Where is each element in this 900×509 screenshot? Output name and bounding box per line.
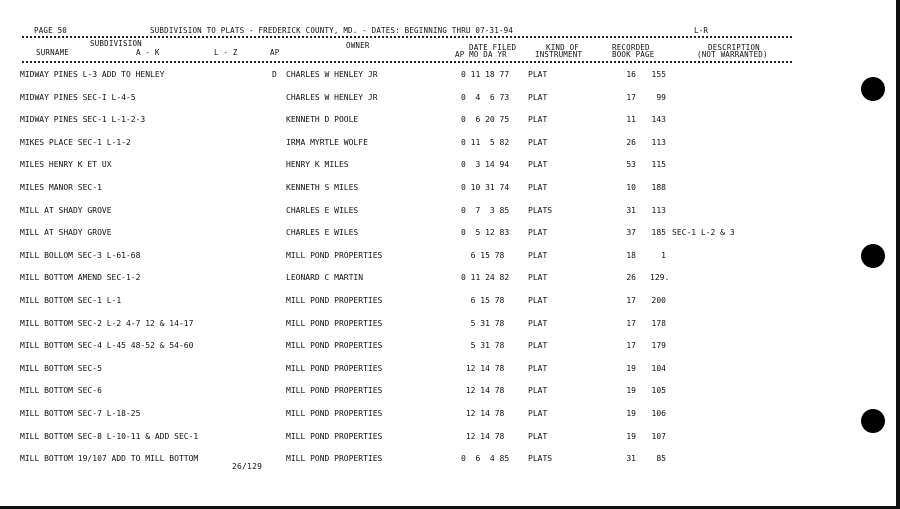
row-date-filed: 6 15 78 bbox=[461, 296, 505, 305]
row-page: 1 bbox=[661, 250, 666, 260]
row-subdivision-name: MIKES PLACE SEC-1 L-1-2 bbox=[20, 137, 131, 147]
table-row bbox=[0, 160, 900, 170]
table-row bbox=[0, 409, 900, 419]
page-title: SUBDIVISION TO PLATS - FREDERICK COUNTY, MD. - DATES: BEGINNING THRU 07-31-94 bbox=[150, 26, 514, 35]
row-owner: MILL POND PROPERTIES bbox=[286, 296, 383, 305]
row-date-filed: 0 10 31 74 bbox=[461, 183, 510, 192]
table-row bbox=[0, 341, 900, 351]
row-subdivision-name: MILL BOTTOM SEC-6 bbox=[20, 386, 102, 396]
col-surname: SURNAME bbox=[36, 48, 70, 57]
table-row bbox=[0, 251, 900, 261]
row-page: 115 bbox=[651, 160, 666, 170]
row-owner: MILL POND PROPERTIES bbox=[286, 341, 383, 351]
row-subdivision-name: MILL BOTTOM SEC-2 L-2 4-7 12 & 14-17 bbox=[20, 318, 194, 328]
table-row bbox=[0, 138, 900, 148]
row-description: SEC-1 L-2 & 3 bbox=[672, 228, 735, 238]
row-owner: CHARLES W HENLEY JR bbox=[286, 92, 378, 102]
table-row bbox=[0, 70, 900, 80]
table-row bbox=[0, 364, 900, 374]
row-instrument: PLATS bbox=[528, 205, 553, 215]
row-instrument: PLAT bbox=[528, 137, 548, 147]
row-date-filed: 0 11 18 77 bbox=[461, 70, 510, 79]
row-date-filed: 0 11 24 82 bbox=[461, 273, 510, 283]
col-description: DESCRIPTION bbox=[708, 43, 760, 52]
table-row bbox=[0, 273, 900, 283]
row-page: 99 bbox=[656, 92, 666, 102]
row-page: 104 bbox=[651, 363, 666, 373]
col-instrument: INSTRUMENT bbox=[535, 50, 583, 59]
row-owner: MILL POND PROPERTIES bbox=[286, 363, 383, 373]
row-book: 19 bbox=[626, 386, 636, 396]
row-subdivision-name: MIDWAY PINES L-3 ADD TO HENLEY bbox=[20, 70, 165, 79]
row-page: 129. bbox=[650, 273, 670, 283]
table-row bbox=[0, 115, 900, 125]
row-page: 113 bbox=[651, 205, 666, 215]
row-owner: MILL POND PROPERTIES bbox=[286, 454, 383, 464]
col-l-z: L - Z bbox=[214, 48, 238, 57]
col-not-warranted: (NOT WARRANTED) bbox=[697, 50, 768, 59]
table-row bbox=[0, 386, 900, 396]
row-subdivision-name: MILL AT SHADY GROVE bbox=[20, 205, 112, 215]
row-subdivision-name: MILL BOTTOM SEC-4 L-45 48-52 & 54-60 bbox=[20, 341, 194, 351]
col-book-page: BOOK PAGE bbox=[612, 50, 655, 59]
row-page: 143 bbox=[651, 115, 666, 125]
row-book: 17 bbox=[626, 92, 636, 102]
row-owner: KENNETH D POOLE bbox=[286, 115, 359, 125]
row-instrument: PLAT bbox=[528, 341, 548, 351]
table-row bbox=[0, 319, 900, 329]
row-instrument: PLAT bbox=[528, 431, 548, 441]
row-date-filed: 0 6 4 85 bbox=[461, 454, 510, 464]
table-row bbox=[0, 296, 900, 306]
row-instrument: PLAT bbox=[528, 160, 548, 170]
row-book: 19 bbox=[626, 409, 636, 418]
table-row bbox=[0, 183, 900, 193]
row-owner: CHARLES E WILES bbox=[286, 228, 359, 238]
row-subdivision-name: MILL AT SHADY GROVE bbox=[20, 228, 112, 238]
row-owner: LEONARD C MARTIN bbox=[286, 273, 364, 283]
col-ap-mo-da-yr: AP MO DA YR bbox=[455, 50, 507, 59]
col-subdivision: SUBDIVISION bbox=[90, 39, 142, 48]
row-book: 26 bbox=[626, 137, 636, 147]
row-instrument: PLAT bbox=[528, 70, 548, 79]
row-owner: MILL POND PROPERTIES bbox=[286, 250, 383, 260]
table-row bbox=[0, 206, 900, 216]
row-page: 113 bbox=[651, 137, 666, 147]
row-subdivision-name: MILL BOTTOM SEC-1 L-1 bbox=[20, 296, 122, 305]
row-page: 85 bbox=[656, 454, 666, 464]
row-owner: IRMA MYRTLE WOLFE bbox=[286, 137, 368, 147]
row-owner: MILL POND PROPERTIES bbox=[286, 386, 383, 396]
header-divider-bottom bbox=[22, 61, 792, 63]
table-row bbox=[0, 93, 900, 103]
row-date-filed: 5 31 78 bbox=[461, 341, 505, 351]
row-instrument: PLAT bbox=[528, 250, 548, 260]
row-page: 188 bbox=[651, 183, 666, 192]
row-book: 37 bbox=[626, 228, 636, 238]
row-date-filed: 0 11 5 82 bbox=[461, 137, 510, 147]
row-date-filed: 6 15 78 bbox=[461, 250, 505, 260]
row-instrument: PLAT bbox=[528, 273, 548, 283]
row-subdivision-name: MILES MANOR SEC-1 bbox=[20, 183, 102, 192]
table-row bbox=[0, 432, 900, 442]
row-book: 18 bbox=[626, 250, 636, 260]
row-book: 17 bbox=[626, 318, 636, 328]
row-instrument: PLAT bbox=[528, 296, 548, 305]
row-owner: MILL POND PROPERTIES bbox=[286, 409, 383, 418]
page-annotation: 26/129 bbox=[232, 462, 263, 471]
row-book: 26 bbox=[626, 273, 636, 283]
row-owner: KENNETH S MILES bbox=[286, 183, 359, 192]
row-subdivision-name: MILL BOTTOM AMEND SEC-1-2 bbox=[20, 273, 141, 283]
row-page: 200 bbox=[651, 296, 666, 305]
col-kind-of: KIND OF bbox=[546, 43, 580, 52]
col-ap: AP bbox=[270, 48, 280, 57]
row-book: 19 bbox=[626, 363, 636, 373]
page-code: L-R bbox=[694, 26, 709, 35]
row-page: 105 bbox=[651, 386, 666, 396]
row-subdivision-name: MILL BOTTOM SEC-8 L-10-11 & ADD SEC-1 bbox=[20, 431, 199, 441]
row-date-filed: 5 31 78 bbox=[461, 318, 505, 328]
row-instrument: PLAT bbox=[528, 115, 548, 125]
table-row bbox=[0, 454, 900, 464]
row-date-filed: 0 6 20 75 bbox=[461, 115, 510, 125]
row-subdivision-name: MIDWAY PINES SEC-I L-4-5 bbox=[20, 92, 136, 102]
row-book: 31 bbox=[626, 205, 636, 215]
row-owner: MILL POND PROPERTIES bbox=[286, 318, 383, 328]
row-instrument: PLAT bbox=[528, 363, 548, 373]
punch-hole bbox=[861, 77, 885, 101]
row-owner: MILL POND PROPERTIES bbox=[286, 431, 383, 441]
header-divider-top bbox=[22, 36, 792, 38]
row-subdivision-name: MILL BOTTOM SEC-5 bbox=[20, 363, 102, 373]
row-book: 17 bbox=[626, 296, 636, 305]
row-book: 10 bbox=[626, 183, 636, 192]
row-instrument: PLAT bbox=[528, 183, 548, 192]
row-book: 11 bbox=[626, 115, 636, 125]
row-date-filed: 0 5 12 83 bbox=[461, 228, 510, 238]
row-instrument: PLAT bbox=[528, 386, 548, 396]
row-date-filed: 12 14 78 bbox=[461, 363, 505, 373]
row-page: 178 bbox=[651, 318, 666, 328]
row-date-filed: 12 14 78 bbox=[461, 431, 505, 441]
row-owner: CHARLES E WILES bbox=[286, 205, 359, 215]
row-owner: HENRY K MILES bbox=[286, 160, 349, 170]
row-instrument: PLAT bbox=[528, 318, 548, 328]
punch-hole bbox=[861, 409, 885, 433]
row-date-filed: 12 14 78 bbox=[461, 386, 505, 396]
row-book: 17 bbox=[626, 341, 636, 351]
row-instrument: PLAT bbox=[528, 228, 548, 238]
row-date-filed: 0 4 6 73 bbox=[461, 92, 510, 102]
row-subdivision-name: MILES HENRY K ET UX bbox=[20, 160, 112, 170]
row-page: 185 bbox=[651, 228, 666, 238]
row-date-filed: 0 7 3 85 bbox=[461, 205, 510, 215]
row-instrument: PLATS bbox=[528, 454, 553, 464]
row-ap: D bbox=[272, 70, 277, 79]
row-instrument: PLAT bbox=[528, 92, 548, 102]
row-date-filed: 12 14 78 bbox=[461, 409, 505, 418]
page-number: PAGE 50 bbox=[34, 26, 68, 35]
col-recorded: RECORDED bbox=[612, 43, 650, 52]
col-date-filed: DATE FILED bbox=[469, 43, 517, 52]
row-book: 53 bbox=[626, 160, 636, 170]
col-owner: OWNER bbox=[346, 41, 370, 50]
row-instrument: PLAT bbox=[528, 409, 548, 418]
row-subdivision-name: MILL BOTTOM SEC-7 L-18-25 bbox=[20, 409, 141, 418]
row-page: 106 bbox=[651, 409, 666, 418]
row-book: 19 bbox=[626, 431, 636, 441]
row-subdivision-name: MILL BOLLOM SEC-3 L-61-68 bbox=[20, 250, 141, 260]
table-row bbox=[0, 228, 900, 238]
row-page: 179 bbox=[651, 341, 666, 351]
row-book: 31 bbox=[626, 454, 636, 464]
punch-hole bbox=[861, 244, 885, 268]
col-a-k: A - K bbox=[136, 48, 160, 57]
row-subdivision-name: MILL BOTTOM 19/107 ADD TO MILL BOTTOM bbox=[20, 454, 199, 464]
row-page: 155 bbox=[651, 70, 666, 79]
row-owner: CHARLES W HENLEY JR bbox=[286, 70, 378, 79]
row-date-filed: 0 3 14 94 bbox=[461, 160, 510, 170]
row-subdivision-name: MIDWAY PINES SEC-1 L-1-2-3 bbox=[20, 115, 146, 125]
row-book: 16 bbox=[626, 70, 636, 79]
row-page: 107 bbox=[651, 431, 666, 441]
